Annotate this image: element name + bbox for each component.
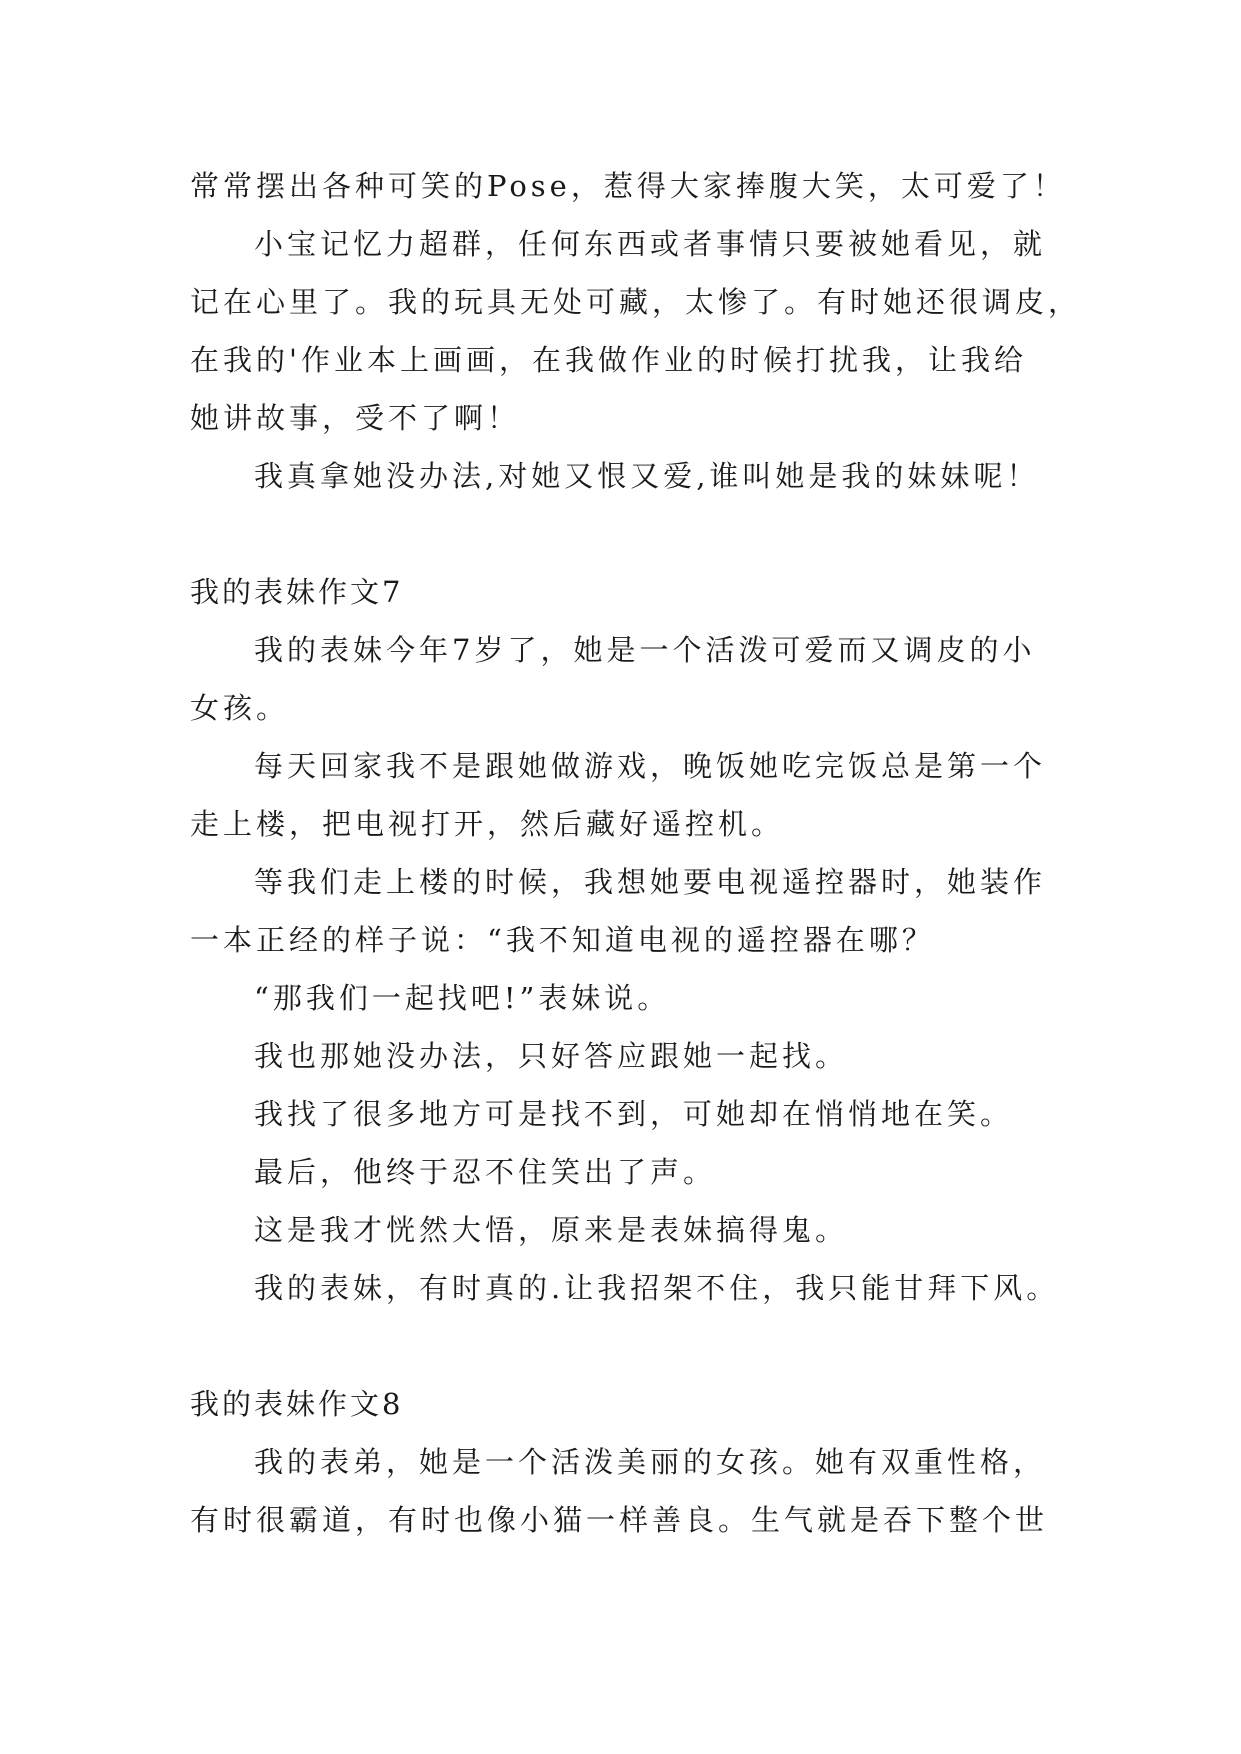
section-heading: 我的表妹作文8	[190, 1387, 404, 1421]
paragraph-line: 我的表弟，她是一个活泼美丽的女孩。她有双重性格，	[254, 1445, 1047, 1479]
paragraph-line: 我找了很多地方可是找不到，可她却在悄悄地在笑。	[254, 1097, 1014, 1131]
paragraph-line: 我也那她没办法，只好答应跟她一起找。	[254, 1039, 849, 1073]
paragraph-line: 在我的'作业本上画画，在我做作业的时候打扰我，让我给	[190, 343, 1027, 377]
paragraph-line: “那我们一起找吧!”表妹说。	[254, 981, 671, 1015]
paragraph-line: 记在心里了。我的玩具无处可藏，太惨了。有时她还很调皮，	[190, 285, 1082, 319]
paragraph-line: 我的表妹今年7岁了，她是一个活泼可爱而又调皮的小	[254, 633, 1036, 667]
paragraph-line: 等我们走上楼的时候，我想她要电视遥控器时，她装作	[254, 865, 1047, 899]
paragraph-line: 最后，他终于忍不住笑出了声。	[254, 1155, 717, 1189]
paragraph-line: 我的表妹，有时真的.让我招架不住，我只能甘拜下风。	[254, 1271, 1060, 1305]
paragraph-line: 有时很霸道，有时也像小猫一样善良。生气就是吞下整个世	[190, 1503, 1049, 1537]
paragraph-line: 小宝记忆力超群，任何东西或者事情只要被她看见，就	[254, 227, 1047, 261]
paragraph-line: 女孩。	[190, 691, 290, 725]
paragraph-line: 每天回家我不是跟她做游戏，晚饭她吃完饭总是第一个	[254, 749, 1047, 783]
paragraph-line: 这是我才恍然大悟，原来是表妹搞得鬼。	[254, 1213, 849, 1247]
section-heading: 我的表妹作文7	[190, 575, 404, 609]
paragraph-line: 我真拿她没办法,对她又恨又爱,谁叫她是我的妹妹呢！	[254, 459, 1040, 493]
paragraph-line: 常常摆出各种可笑的Pose，惹得大家捧腹大笑，太可爱了！	[190, 169, 1066, 203]
paragraph-line: 走上楼，把电视打开，然后藏好遥控机。	[190, 807, 785, 841]
paragraph-line: 她讲故事，受不了啊！	[190, 401, 521, 435]
paragraph-line: 一本正经的样子说：“我不知道电视的遥控器在哪？	[190, 923, 935, 957]
